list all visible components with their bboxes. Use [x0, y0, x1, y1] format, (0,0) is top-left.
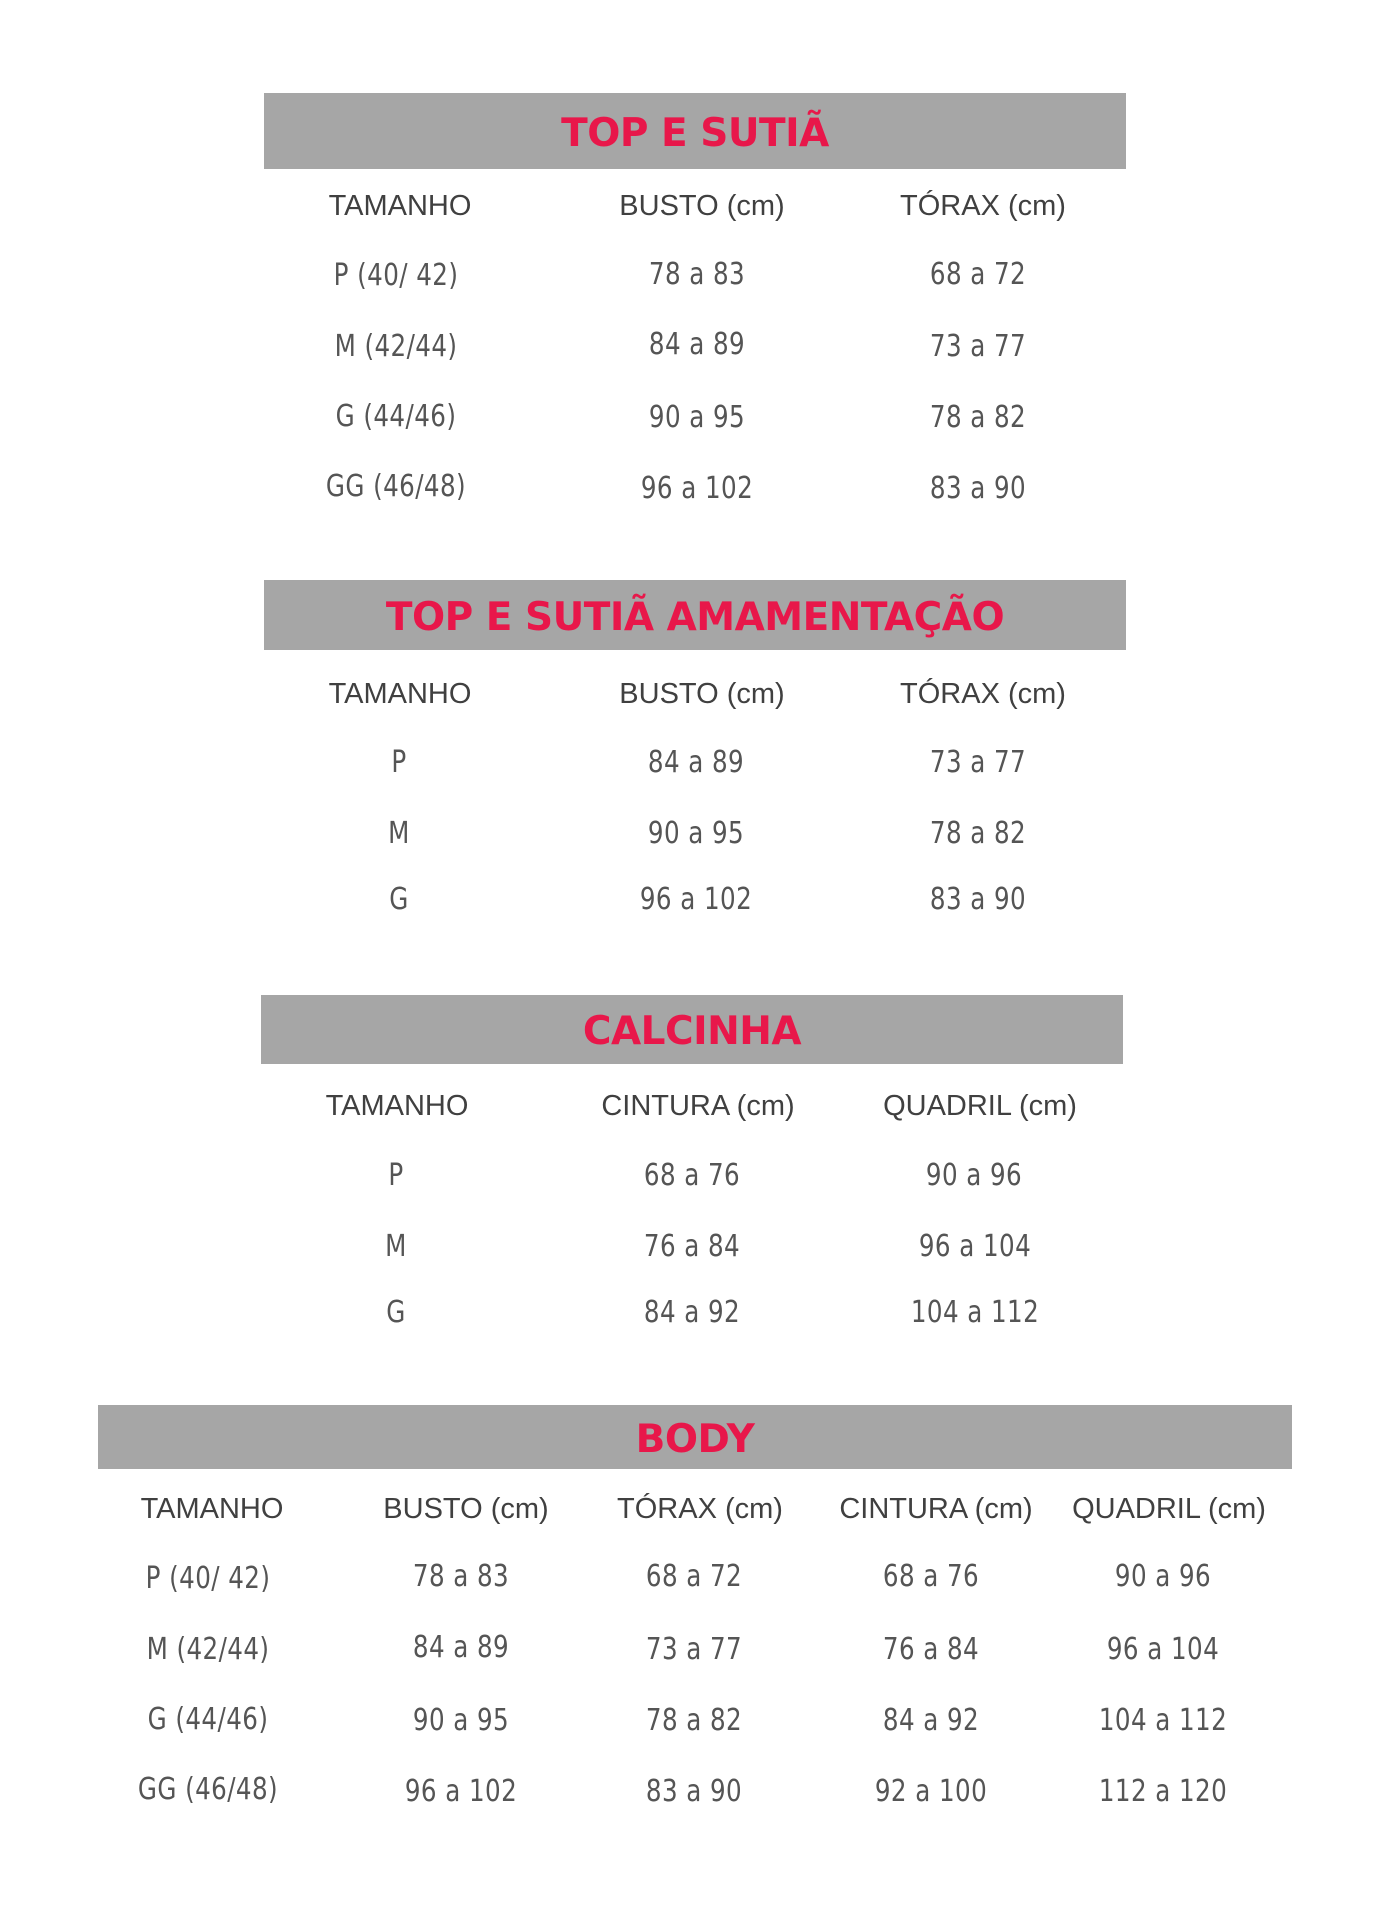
- section-banner-calcinha: [261, 995, 1123, 1064]
- value-cell: 68 a 72: [929, 257, 1027, 292]
- column-header: BUSTO (cm): [619, 678, 785, 710]
- value-cell: 78 a 82: [929, 816, 1027, 851]
- value-cell: 84 a 89: [648, 327, 746, 362]
- size-cell: GG (46/48): [137, 1772, 279, 1807]
- column-header: TÓRAX (cm): [900, 678, 1066, 710]
- value-cell: 96 a 102: [640, 471, 754, 506]
- value-cell: 73 a 77: [929, 745, 1027, 780]
- value-cell: 68 a 72: [645, 1559, 743, 1594]
- value-cell: 84 a 92: [643, 1295, 741, 1330]
- value-cell: 68 a 76: [643, 1158, 741, 1193]
- column-header: TAMANHO: [328, 678, 472, 710]
- column-header: TÓRAX (cm): [617, 1493, 783, 1525]
- value-cell: 73 a 77: [645, 1632, 743, 1667]
- value-cell: 90 a 95: [648, 400, 746, 435]
- size-cell: P: [388, 1158, 404, 1193]
- value-cell: 96 a 104: [1106, 1632, 1220, 1667]
- value-cell: 90 a 95: [412, 1703, 510, 1738]
- value-cell: 96 a 102: [639, 882, 753, 917]
- value-cell: 84 a 89: [412, 1630, 510, 1665]
- value-cell: 83 a 90: [929, 882, 1027, 917]
- size-cell: G (44/46): [147, 1702, 269, 1737]
- value-cell: 90 a 96: [925, 1158, 1023, 1193]
- section-title: CALCINHA: [582, 1009, 802, 1054]
- size-cell: M (42/44): [334, 329, 458, 364]
- value-cell: 76 a 84: [643, 1229, 741, 1264]
- size-cell: G (44/46): [335, 399, 457, 434]
- size-cell: P (40/ 42): [145, 1561, 271, 1596]
- size-cell: G: [389, 882, 409, 917]
- value-cell: 90 a 96: [1114, 1559, 1212, 1594]
- column-header: CINTURA (cm): [839, 1493, 1033, 1525]
- size-cell: GG (46/48): [325, 469, 467, 504]
- value-cell: 78 a 83: [412, 1559, 510, 1594]
- column-header: TAMANHO: [140, 1493, 284, 1525]
- section-title: BODY: [635, 1416, 755, 1462]
- value-cell: 112 a 120: [1098, 1774, 1228, 1809]
- value-cell: 73 a 77: [929, 329, 1027, 364]
- value-cell: 84 a 92: [882, 1703, 980, 1738]
- column-header: TAMANHO: [325, 1090, 469, 1122]
- size-cell: M: [385, 1229, 407, 1264]
- size-cell: P (40/ 42): [333, 258, 459, 293]
- section-title: TOP E SUTIÃ AMAMENTAÇÃO: [385, 594, 1005, 640]
- value-cell: 83 a 90: [929, 471, 1027, 506]
- value-cell: 90 a 95: [647, 816, 745, 851]
- column-header: QUADRIL (cm): [1072, 1493, 1266, 1525]
- value-cell: 84 a 89: [647, 745, 745, 780]
- column-header: QUADRIL (cm): [883, 1090, 1077, 1122]
- size-cell: P: [391, 745, 407, 780]
- column-header: TÓRAX (cm): [900, 190, 1066, 222]
- column-header: CINTURA (cm): [601, 1090, 795, 1122]
- value-cell: 104 a 112: [910, 1295, 1040, 1330]
- value-cell: 68 a 76: [882, 1559, 980, 1594]
- value-cell: 78 a 82: [929, 400, 1027, 435]
- value-cell: 96 a 104: [918, 1229, 1032, 1264]
- column-header: TAMANHO: [328, 190, 472, 222]
- value-cell: 92 a 100: [874, 1774, 988, 1809]
- section-title: TOP E SUTIÃ: [561, 110, 829, 156]
- section-banner-top-e-sutia: [264, 93, 1126, 169]
- value-cell: 78 a 82: [645, 1703, 743, 1738]
- size-cell: M: [388, 816, 410, 851]
- size-cell: M (42/44): [146, 1632, 270, 1667]
- section-banner-amamentacao: [264, 580, 1126, 650]
- value-cell: 104 a 112: [1098, 1703, 1228, 1738]
- column-header: BUSTO (cm): [619, 190, 785, 222]
- value-cell: 83 a 90: [645, 1774, 743, 1809]
- value-cell: 78 a 83: [648, 257, 746, 292]
- column-header: BUSTO (cm): [383, 1493, 549, 1525]
- value-cell: 76 a 84: [882, 1632, 980, 1667]
- value-cell: 96 a 102: [404, 1774, 518, 1809]
- section-banner-body: [98, 1405, 1292, 1469]
- size-cell: G: [386, 1295, 406, 1330]
